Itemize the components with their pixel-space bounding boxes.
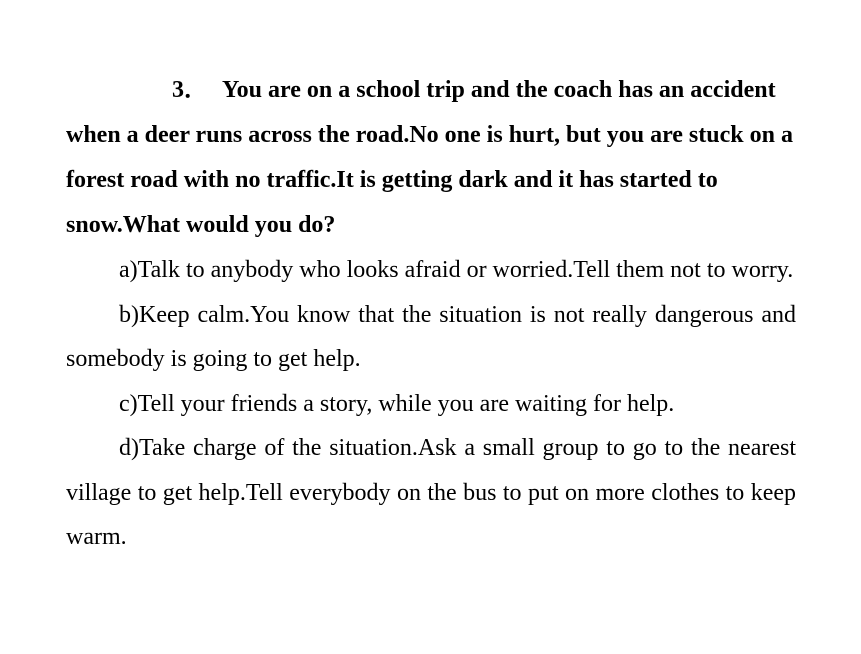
question-number: 3． — [172, 77, 208, 103]
option-d: d)Take charge of the situation.Ask a small group to go to the nearest village to get help.Tell everybody on the bus to put on more clothes to keep warm. — [66, 435, 796, 550]
question-paragraph — [66, 68, 796, 248]
option-b: b)Keep calm.You know that the situation is not really dangerous and somebody is going to get help. — [66, 301, 796, 372]
option-c: c)Tell your friends a story, while you are waiting for help. — [119, 390, 675, 417]
question-text: You are on a school trip and the coach has an accident when a deer runs across the road.No one is hurt, but you are stuck on a forest road with no traffic.It is getting dark and it has started to snow.What would you do? — [66, 77, 793, 238]
option-a: a)Talk to anybody who looks afraid or worried.Tell them not to worry. — [119, 257, 794, 283]
document-page — [66, 68, 796, 560]
